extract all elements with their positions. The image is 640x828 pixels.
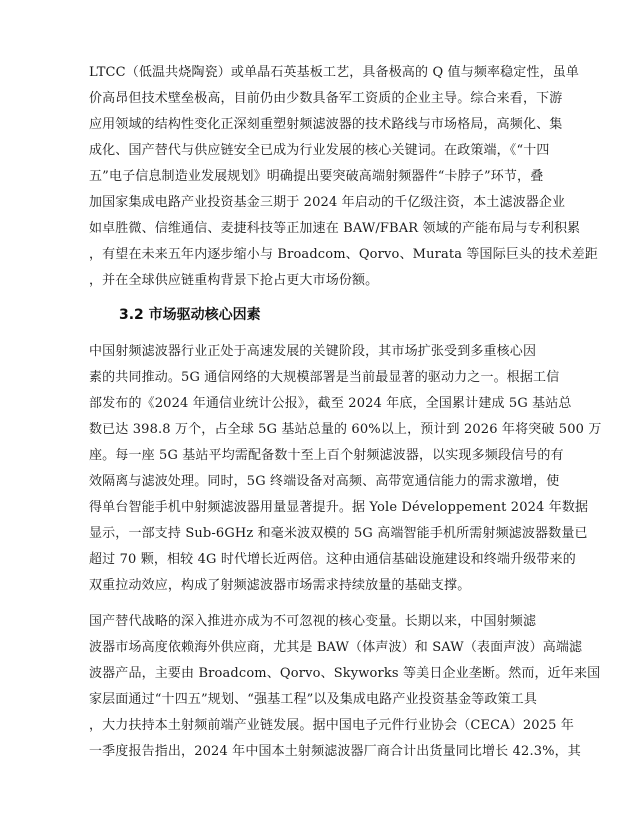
- paragraph-1-line-6: 加国家集成电路产业投资基金三期于 2024 年启动的千亿级注资，本土滤波器企业: [89, 195, 566, 210]
- paragraph-1-line-7: 如卓胜微、信维通信、麦捷科技等正加速在 BAW/FBAR 领域的产能布局与专利积累: [89, 221, 581, 236]
- paragraph-1-line-8: ，有望在未来五年内逐步缩小与 Broadcom、Qorvo、Murata 等国际巨头的技术差距: [89, 247, 598, 262]
- paragraph-2-line-4: 数已达 398.8 万个，占全球 5G 基站总量的 60%以上，预计到 2026 年将突破 500 万: [89, 422, 602, 437]
- paragraph-1-line-5: 五”电子信息制造业发展规划》明确提出要突破高端射频器件“卡脖子”环节，叠: [89, 169, 544, 184]
- paragraph-2-line-7: 得单台智能手机中射频滤波器用量显著提升。据 Yole Développement 2024 年数据: [89, 500, 589, 515]
- paragraph-1-line-3: 应用领域的结构性变化正深刻重塑射频滤波器的技术路线与市场格局，高频化、集: [89, 117, 563, 132]
- paragraph-1-line-1: LTCC（低温共烧陶瓷）或单晶石英基板工艺，具备极高的 Q 值与频率稳定性，虽单: [89, 65, 580, 80]
- paragraph-2-line-10: 双重拉动效应，构成了射频滤波器市场需求持续放量的基础支撑。: [89, 578, 471, 593]
- section-heading: 3.2 市场驱动核心因素: [119, 307, 261, 323]
- paragraph-2-line-2: 素的共同推动。5G 通信网络的大规模部署是当前最显著的驱动力之一。根据工信: [89, 370, 560, 385]
- paragraph-3-line-5: ，大力扶持本土射频前端产业链发展。据中国电子元件行业协会（CECA）2025 年: [89, 718, 574, 733]
- paragraph-3-line-4: 家层面通过“十四五”规划、“强基工程”以及集成电路产业投资基金等政策工具: [89, 692, 537, 707]
- paragraph-3-line-3: 波器产品，主要由 Broadcom、Qorvo、Skyworks 等美日企业垄断。然而，近年来国: [89, 666, 601, 681]
- paragraph-1-line-4: 成化、国产替代与供应链安全已成为行业发展的核心关键词。在政策端，《“十四: [89, 143, 550, 158]
- paragraph-3-line-2: 波器市场高度依赖海外供应商，尤其是 BAW（体声波）和 SAW（表面声波）高端滤: [89, 640, 583, 655]
- paragraph-1-line-9: ，并在全球供应链重构背景下抢占更大市场份额。: [89, 273, 379, 288]
- paragraph-2-line-5: 座。每一座 5G 基站平均需配备数十至上百个射频滤波器，以实现多频段信号的有: [89, 448, 564, 463]
- paragraph-2-line-9: 超过 70 颗，相较 4G 时代增长近两倍。这种由通信基础设施建设和终端升级带来的: [89, 552, 576, 567]
- paragraph-3-line-1: 国产替代战略的深入推进亦成为不可忽视的核心变量。长期以来，中国射频滤: [89, 614, 537, 629]
- paragraph-1-line-2: 价高昂但技术壁垒极高，目前仍由少数具备军工资质的企业主导。综合来看，下游: [89, 91, 563, 106]
- paragraph-2-line-3: 部发布的《2024 年通信业统计公报》，截至 2024 年底，全国累计建成 5G 基站总: [89, 396, 572, 411]
- paragraph-2-line-8: 显示，一部支持 Sub-6GHz 和毫米波双模的 5G 高端智能手机所需射频滤波器数量已: [89, 526, 588, 541]
- paragraph-2-line-1: 中国射频滤波器行业正处于高速发展的关键阶段，其市场扩张受到多重核心因: [89, 344, 537, 359]
- paragraph-3-line-6: 一季度报告指出，2024 年中国本土射频滤波器厂商合计出货量同比增长 42.3%，其: [89, 744, 581, 759]
- paragraph-2-line-6: 效隔离与滤波处理。同时，5G 终端设备对高频、高带宽通信能力的需求激增，使: [89, 474, 560, 489]
